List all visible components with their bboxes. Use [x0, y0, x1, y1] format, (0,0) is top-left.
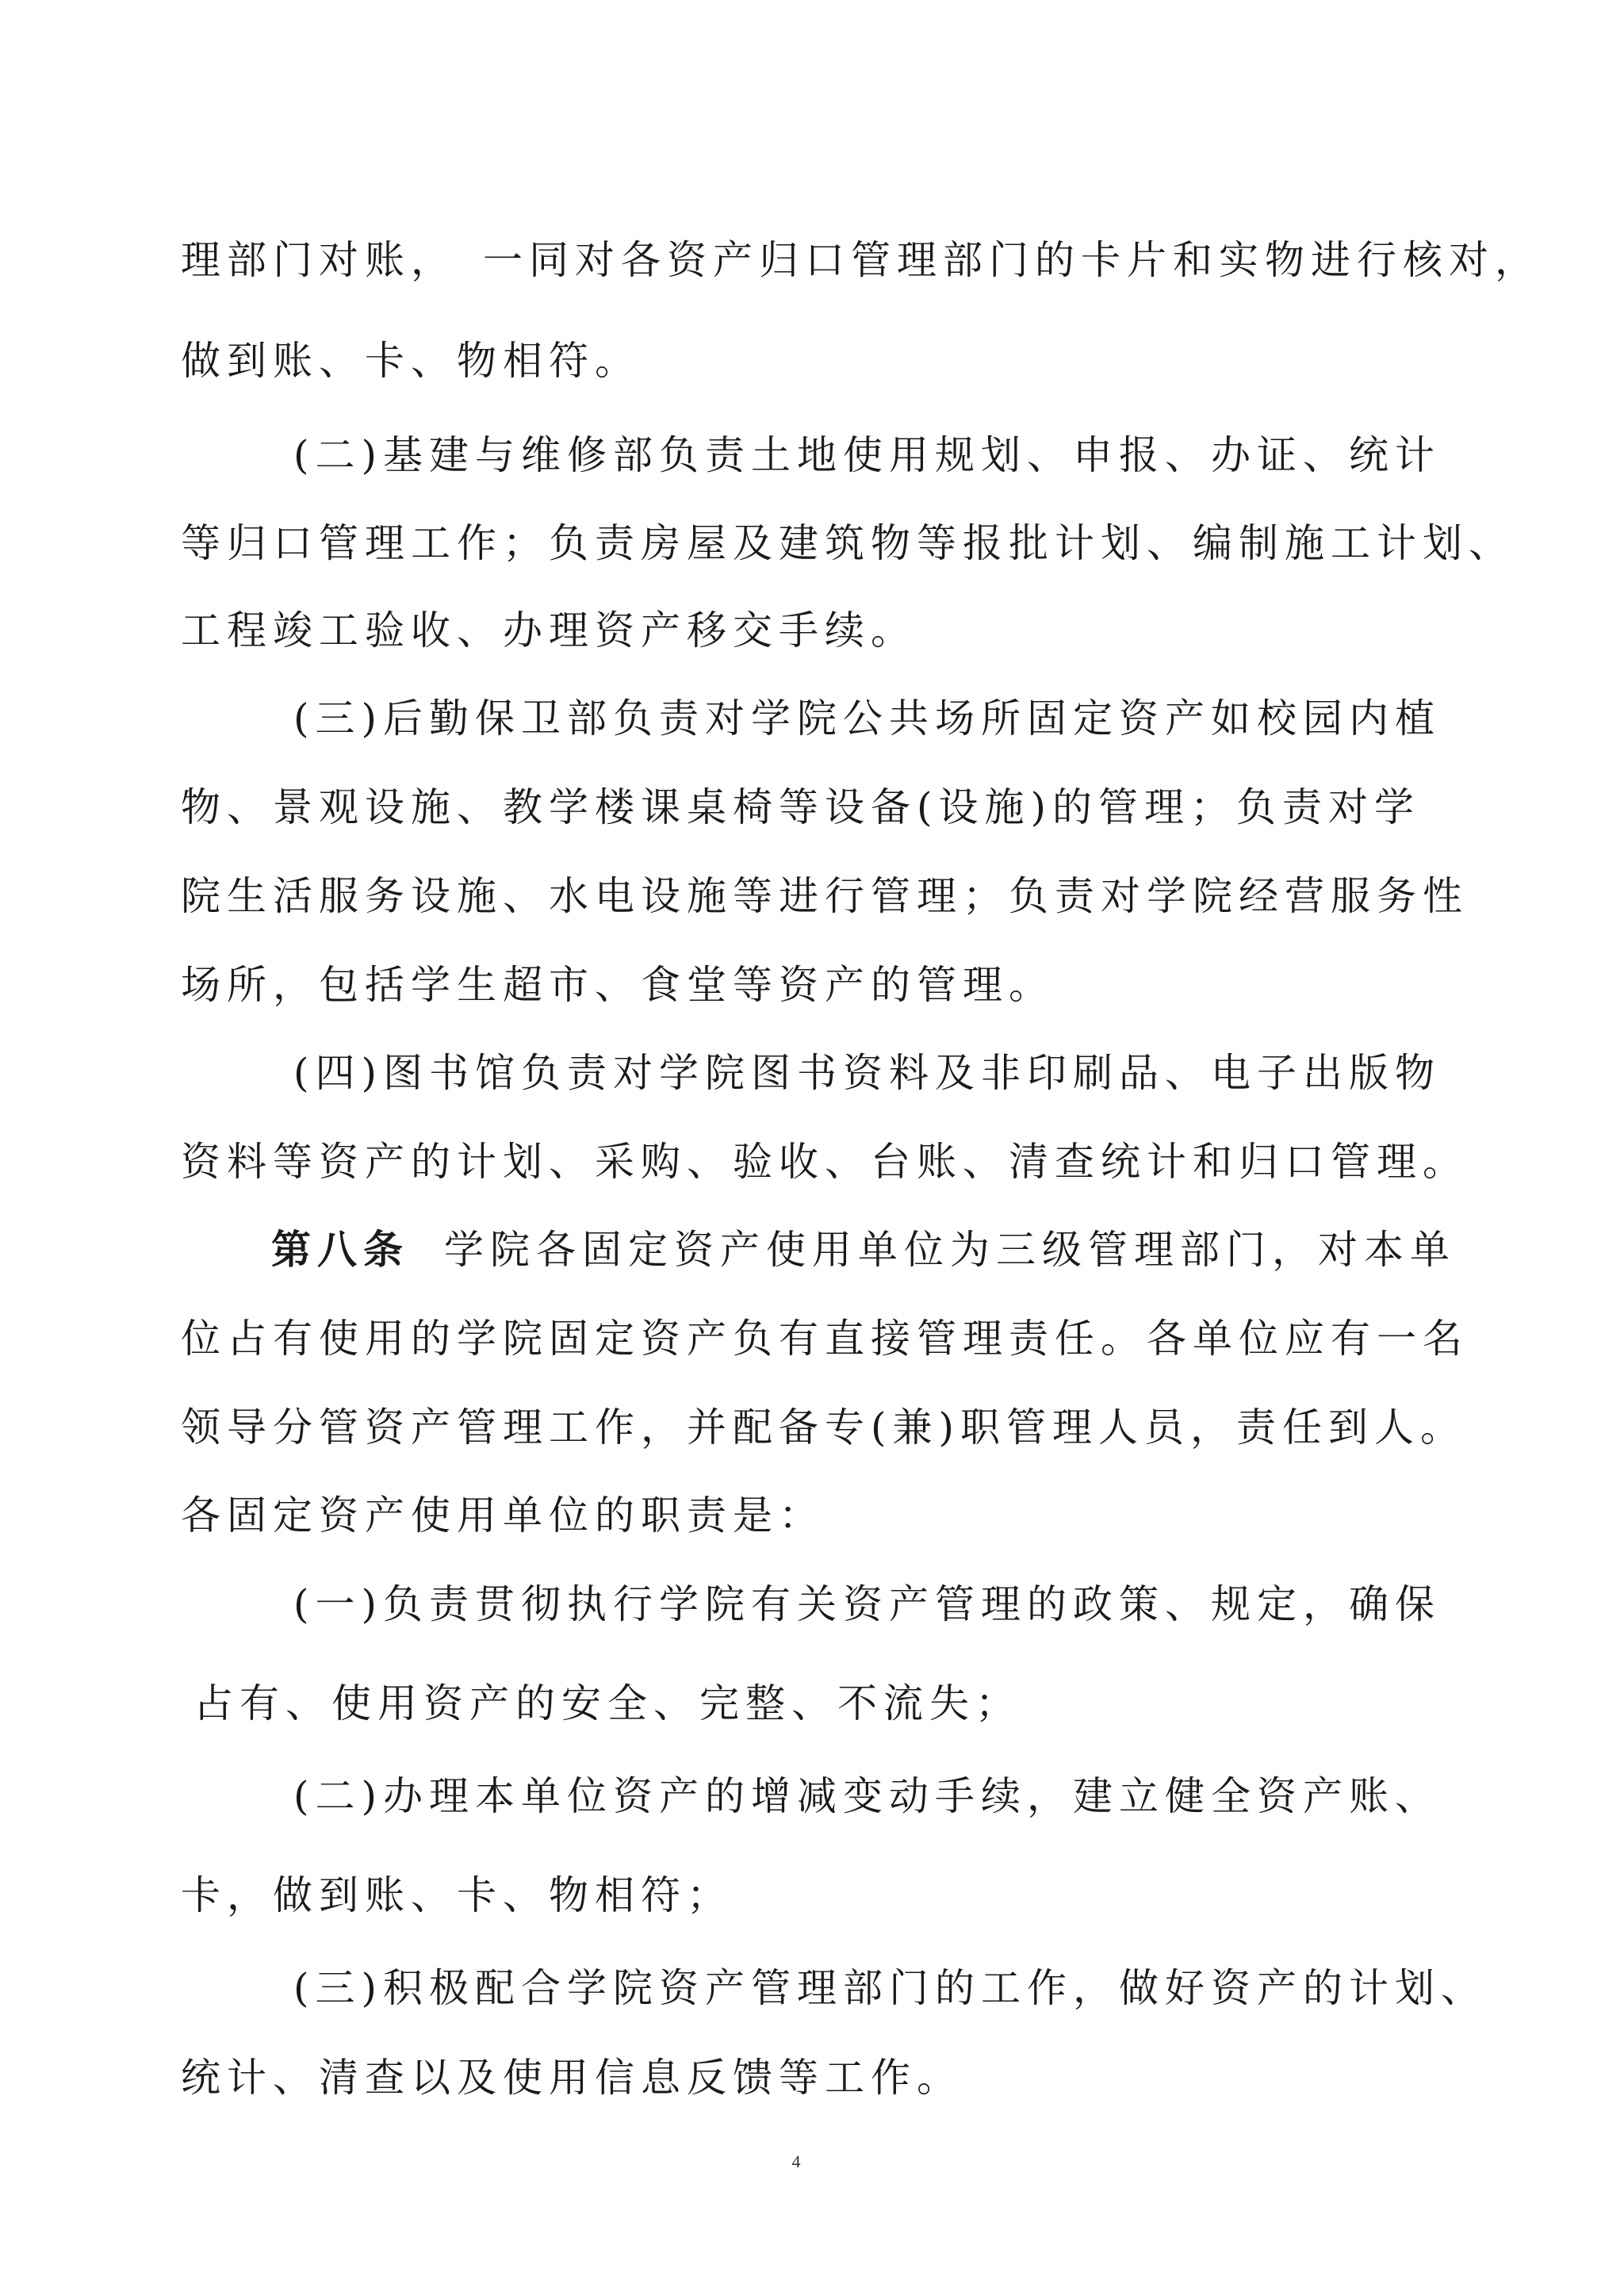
- text-line: (二)基建与维修部负责土地使用规划、申报、办证、统计: [293, 432, 1442, 478]
- text-line: 卡，做到账、卡、物相符；: [181, 1872, 733, 1918]
- text-line: 位占有使用的学院固定资产负有直接管理责任。各单位应有一名: [181, 1316, 1469, 1362]
- text-line: (三)积极配合学院资产管理部门的工作，做好资产的计划、: [293, 1965, 1488, 2011]
- text-line: (三)后勤保卫部负责对学院公共场所固定资产如校园内植: [293, 695, 1442, 741]
- text-line: 物、景观设施、教学楼课桌椅等设备(设施)的管理；负责对学: [181, 784, 1421, 830]
- text-line: 等归口管理工作；负责房屋及建筑物等报批计划、编制施工计划、: [181, 520, 1515, 566]
- text-line: 学院各固定资产使用单位为三级管理部门，对本单: [444, 1227, 1456, 1273]
- text-line: 做到账、卡、物相符。: [181, 338, 641, 384]
- text-line: 领导分管资产管理工作，并配备专(兼)职管理人员，责任到人。: [181, 1404, 1467, 1450]
- text-line: (四)图书馆负责对学院图书资料及非印刷品、电子出版物: [293, 1050, 1442, 1096]
- text-line: 场所，包括学生超市、食堂等资产的管理。: [181, 962, 1055, 1008]
- text-line: 资料等资产的计划、采购、验收、台账、清查统计和归口管理。: [181, 1139, 1469, 1185]
- text-line: 各固定资产使用单位的职责是：: [181, 1492, 825, 1538]
- text-line: 理部门对账， 一同对各资产归口管理部门的卡片和实物进行核对，: [181, 237, 1541, 283]
- article-heading: 第八条: [271, 1227, 409, 1273]
- text-line: 统计、清查以及使用信息反馈等工作。: [181, 2055, 963, 2101]
- text-line: 工程竣工验收、办理资产移交手续。: [181, 607, 917, 653]
- text-line: (一)负责贯彻执行学院有关资产管理的政策、规定，确保: [293, 1581, 1442, 1627]
- page-number: 4: [791, 2151, 801, 2171]
- text-line: 院生活服务设施、水电设施等进行管理；负责对学院经营服务性: [181, 873, 1469, 919]
- text-line: (二)办理本单位资产的增减变动手续，建立健全资产账、: [293, 1773, 1442, 1819]
- text-line: 占有、使用资产的安全、完整、不流失；: [193, 1680, 1021, 1726]
